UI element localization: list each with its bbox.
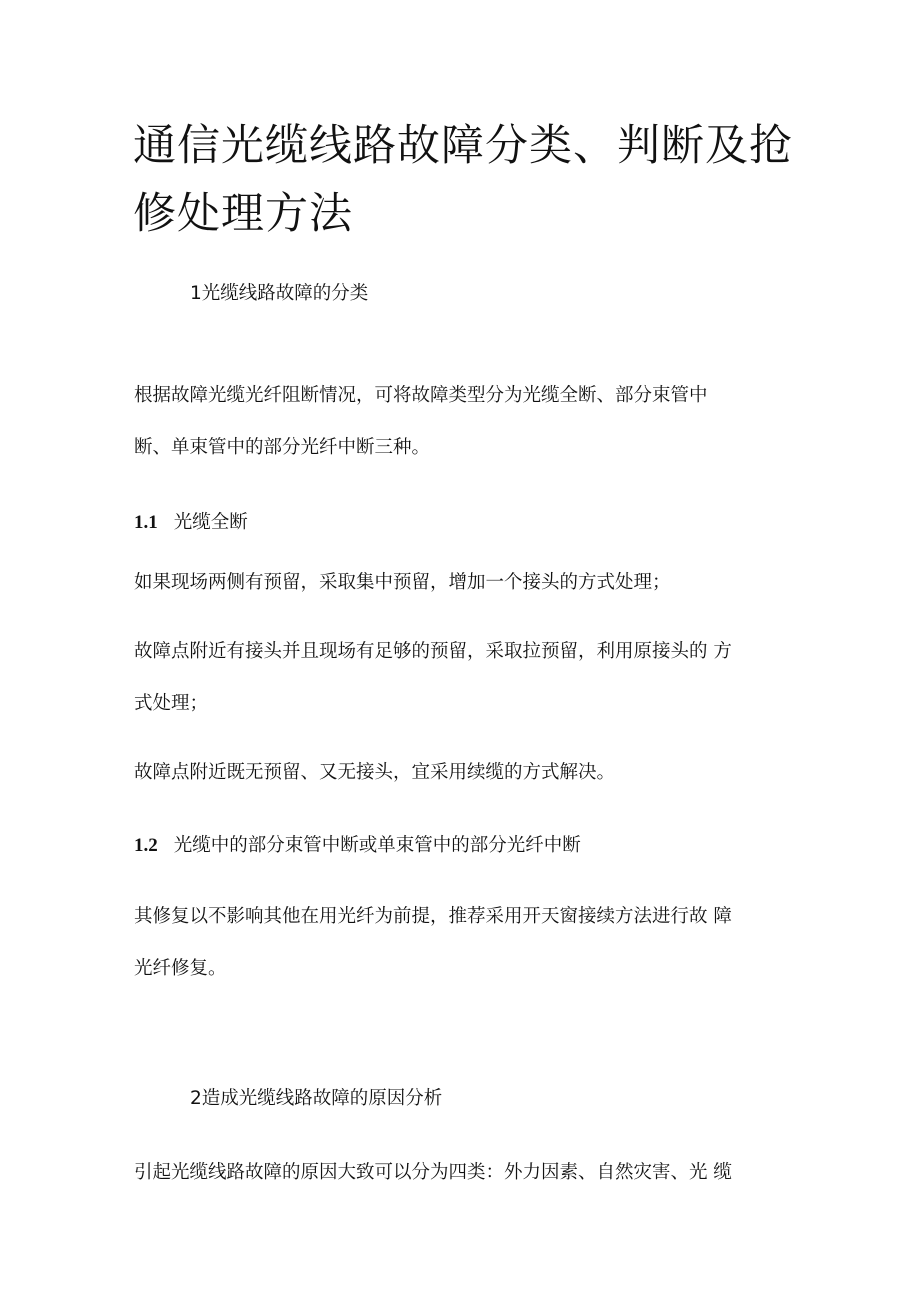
paragraph-1-2-line-1: 其修复以不影响其他在用光纤为前提，推荐采用开天窗接续方法进行故 障 [134,906,732,927]
subsection-number: 1.1 [134,512,158,533]
intro-line-2: 断、单束管中的部分光纤中断三种。 [134,437,431,458]
paragraph-1-1-a: 如果现场两侧有预留，采取集中预留，增加一个接头的方式处理； [134,572,671,593]
document-title [133,112,793,248]
subsection-heading-1-2 [134,831,581,861]
paragraph-1-1-b [134,626,794,730]
paragraph-1-2 [134,891,794,995]
subsection-number: 1.2 [134,835,158,856]
title-line-1: 通信光缆线路故障分类、判断及抢 [133,121,793,171]
subsection-heading-1-1 [134,508,248,538]
subsection-title: 光缆全断 [173,512,248,533]
intro-paragraph [134,370,794,474]
section-heading-2: 2造成光缆线路故障的原因分析 [190,1088,443,1109]
paragraph-1-2-line-2: 光纤修复。 [134,958,227,979]
section-heading-1: 1光缆线路故障的分类 [190,283,369,304]
paragraph-1-1-c: 故障点附近既无预留、又无接头，宜采用续缆的方式解决。 [134,762,616,783]
paragraph-1-1-b-line-2: 式处理； [134,693,209,714]
paragraph-2: 引起光缆线路故障的原因大致可以分为四类：外力因素、自然灾害、光 缆 [134,1162,732,1183]
subsection-title: 光缆中的部分束管中断或单束管中的部分光纤中断 [173,835,581,856]
title-line-2: 修处理方法 [133,189,353,239]
intro-line-1: 根据故障光缆光纤阻断情况，可将故障类型分为光缆全断、部分束管中 [134,385,708,406]
paragraph-1-1-b-line-1: 故障点附近有接头并且现场有足够的预留，采取拉预留，利用原接头的 方 [134,641,732,662]
